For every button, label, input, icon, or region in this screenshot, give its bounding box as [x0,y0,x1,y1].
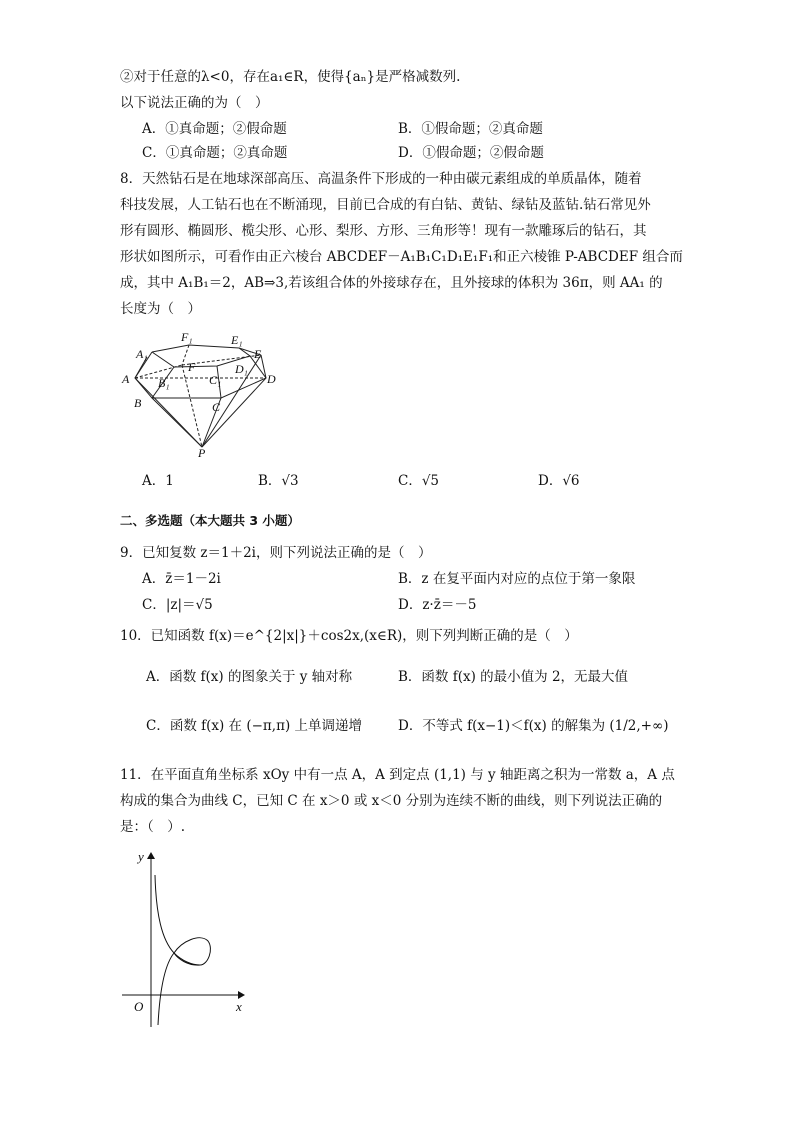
q8-line-1: 8．天然钻石是在地球深部高压、高温条件下形成的一种由碳元素组成的单质晶体，随着 [120,171,642,187]
q11-line-3: 是：（ ）. [120,819,186,835]
q8-option-d[interactable]: D．√6 [538,473,580,489]
q11-line-2: 构成的集合为曲线 C，已知 C 在 x＞0 或 x＜0 分别为连续不断的曲线，则下列说法正确的 [120,793,663,809]
label-e1: E₁ [231,333,243,347]
label-d1: D₁ [235,362,248,376]
label-b1: B₁ [158,376,170,390]
label-a1: A₁ [136,347,148,361]
q8-line-5: 成，其中 A₁B₁＝2，AB⇒3,若该组合体的外接球存在，且外接球的体积为 36π，则 AA₁ 的 [120,275,663,291]
q7-prompt: 以下说法正确的为（ ） [120,95,269,111]
axis-label-origin: O [134,999,144,1014]
q8-line-6: 长度为（ ） [120,301,201,317]
q10-option-d[interactable]: D．不等式 f(x−1)＜f(x) 的解集为 (1/2,+∞) [398,718,669,734]
label-f: F [188,360,196,374]
diamond-figure [118,325,288,460]
label-e: E [254,347,262,361]
q7-option-a[interactable]: A．①真命题；②假命题 [142,121,287,137]
curve-figure [118,845,258,1030]
label-d: D [267,372,276,386]
q8-option-a[interactable]: A．1 [142,473,174,489]
q10-option-a[interactable]: A．函数 f(x) 的图象关于 y 轴对称 [146,669,353,685]
q8-line-4: 形状如图所示，可看作由正六棱台 ABCDEF－A₁B₁C₁D₁E₁F₁和正六棱锥 P-ABCDEF 组合而 [120,249,683,265]
q9-option-b[interactable]: B．z 在复平面内对应的点位于第一象限 [398,571,636,587]
q10-option-b[interactable]: B．函数 f(x) 的最小值为 2，无最大值 [398,669,629,685]
axis-label-x: x [236,999,242,1014]
q8-option-c[interactable]: C．√5 [398,473,440,489]
q8-line-2: 科技发展，人工钻石也在不断涌现，目前已合成的有白钻、黄钻、绿钻及蓝钻.钻石常见外 [120,197,651,213]
label-p: P [198,446,206,460]
label-b: B [134,396,142,410]
q7-statement-2: ②对于任意的λ<0，存在a₁∈R，使得{aₙ}是严格减数列. [120,69,461,85]
q10-option-c[interactable]: C．函数 f(x) 在 (−π,π) 上单调递增 [146,718,363,734]
label-a: A [122,372,130,386]
label-c: C [212,400,221,414]
section-heading-multiple-choice: 二、多选题（本大题共 3 小题） [120,513,300,528]
q8-line-3: 形有圆形、椭圆形、榄尖形、心形、梨形、方形、三角形等！现有一款雕琢后的钻石，其 [120,223,647,239]
q7-option-d[interactable]: D．①假命题；②假命题 [398,145,544,161]
q8-option-b[interactable]: B．√3 [258,473,299,489]
q9-option-d[interactable]: D．z·z̄＝－5 [398,597,477,613]
q11-line-1: 11．在平面直角坐标系 xOy 中有一点 A，A 到定点 (1,1) 与 y 轴距离之积为一常数 a，A 点 [120,767,675,783]
q9-stem: 9．已知复数 z＝1＋2i，则下列说法正确的是（ ） [120,545,432,561]
q9-option-a[interactable]: A．z̄＝1－2i [142,571,221,587]
label-c1: C₁ [209,373,222,387]
q7-option-c[interactable]: C．①真命题；②真命题 [142,145,288,161]
q10-stem: 10．已知函数 f(x)＝e^{2|x|}＋cos2x,(x∈R)，则下列判断正确的是（ ） [120,628,578,644]
axis-label-y: y [138,849,144,864]
q7-option-b[interactable]: B．①假命题；②真命题 [398,121,543,137]
q9-option-c[interactable]: C．|z|＝√5 [142,597,213,613]
label-f1: F₁ [181,330,193,344]
